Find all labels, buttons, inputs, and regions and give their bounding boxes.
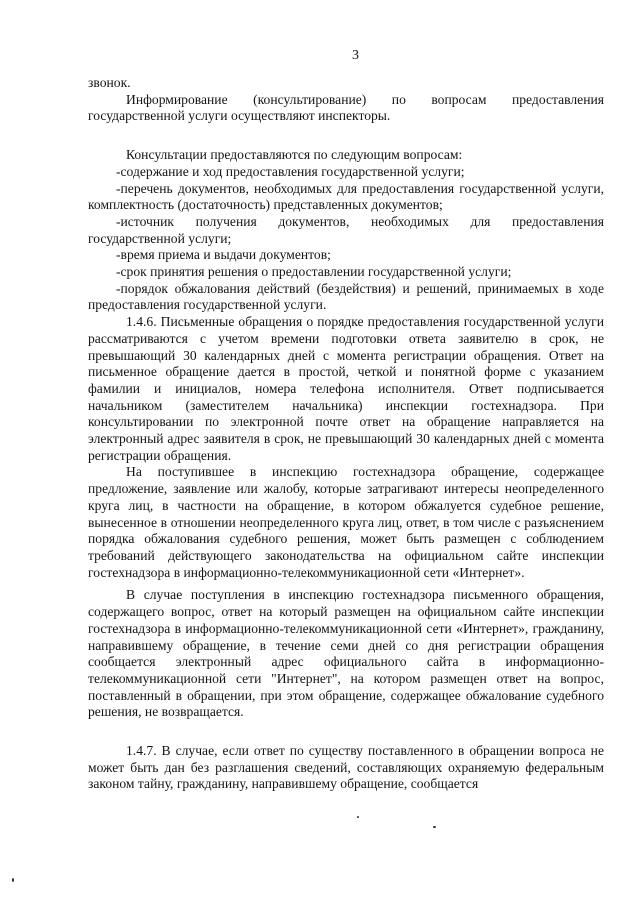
list-item: -порядок обжалования действий (бездействия) и решений, принимаемых в ходе предоставления государственной услуги. bbox=[88, 280, 604, 313]
list-item: -перечень документов, необходимых для предоставления государственной услуги, комплектность (достаточность) представленных документов; bbox=[88, 180, 604, 213]
list-item: -срок принятия решения о предоставлении государственной услуги; bbox=[116, 264, 512, 280]
paragraph-written-appeal: В случае поступления в инспекцию гостехнадзора письменного обращения, содержащего вопрос, ответ на который размещен на официальном сайте инспекции гостехнадзора в информационно-телекоммуникационной сети «Интернет», гражданину, направившему обращение, в течение семи дней со дня регистрации обращения сообщается электронный адрес официального сайта в информационно-телекоммуникационной сети "Интернет", на котором размещен ответ на вопрос, поставленный в обращении, при этом обращение, содержащее обжалование судебного решения, не возвращается. bbox=[88, 587, 604, 720]
list-item: -источник получения документов, необходимых для предоставления государственной услуги; bbox=[88, 213, 604, 246]
page-number: 3 bbox=[352, 48, 359, 63]
list-item: -время приема и выдачи документов; bbox=[116, 247, 331, 263]
paragraph-1-4-7: 1.4.7. В случае, если ответ по существу поставленного в обращении вопроса не может быть дан без разглашения сведений, составляющих охраняемую федеральным законом тайну, гражданину, направившему обращение, сообщается bbox=[88, 743, 604, 792]
paragraph-continuation: звонок. bbox=[88, 75, 131, 90]
paragraph-informing: Информирование (консультирование) по вопросам предоставления государственной услуги осуществляют инспекторы. bbox=[88, 91, 604, 124]
paragraph-1-4-6: 1.4.6. Письменные обращения о порядке предоставления государственной услуги рассматриваются с учетом времени подготовки ответа заявителю в срок, не превышающий 30 календарных дней с момента регистрации обращения. Ответ на письменное обращение дается в простой, четкой и понятной форме с указанием фамилии и инициалов, номера телефона исполнителя. Ответ подписывается начальником (заместителем начальника) инспекции гостехнадзора. При консультировании по электронной почте ответ на обращение направляется на электронный адрес заявителя в срок, не превышающий 30 календарных дней с момента регистрации обращения. bbox=[88, 314, 604, 463]
list-item: -содержание и ход предоставления государственной услуги; bbox=[116, 163, 465, 179]
paragraph-indefinite-circle: На поступившее в инспекцию гостехнадзора обращение, содержащее предложение, заявление или жалобу, которые затрагивают интересы неопределенного круга лиц, в частности на обращение, в котором обжалуется судебное решение, вынесенное в отношении неопределенного круга лиц, ответ, в том числе с разъяснением порядка обжалования судебного решения, может быть размещен с соблюдением требований действующего законодательства на официальном сайте инспекции гостехнадзора в информационно-телекоммуникационной сети «Интернет». bbox=[88, 464, 604, 580]
scan-speck bbox=[12, 878, 14, 882]
paragraph-consultations-intro: Консультации предоставляются по следующим вопросам: bbox=[126, 147, 463, 163]
document-body bbox=[88, 75, 604, 793]
scan-speck bbox=[357, 816, 359, 818]
scan-speck bbox=[433, 826, 436, 828]
